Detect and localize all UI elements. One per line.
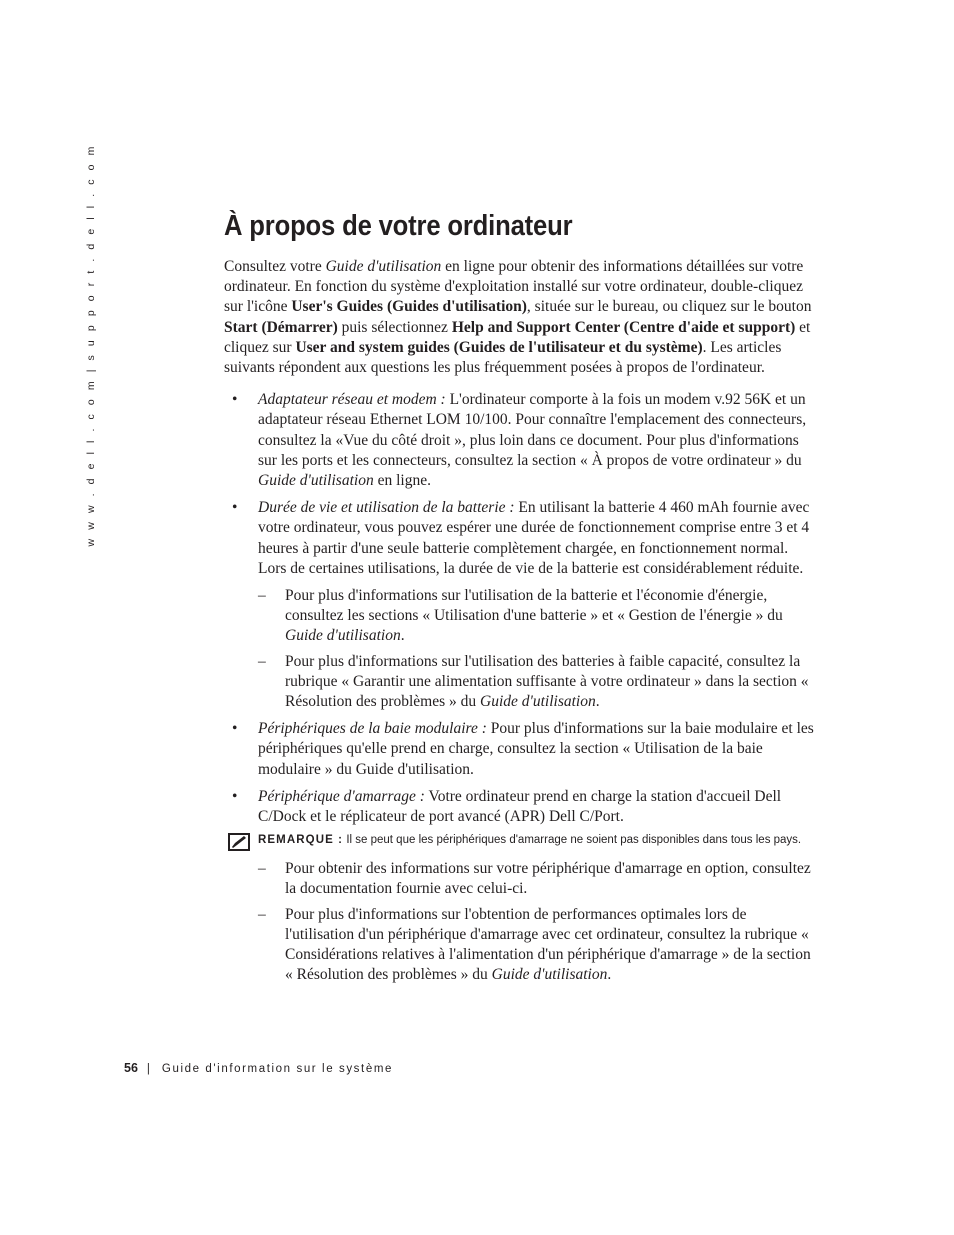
docking-sub-list	[224, 859, 814, 985]
bullet-list-2	[224, 719, 814, 827]
note-text: Il se peut que les périphériques d'amarrage ne soient pas disponibles dans tous les pays.	[343, 834, 802, 847]
dash-marker: –	[258, 587, 266, 605]
note-pencil-icon	[228, 833, 250, 851]
sub-low-capacity: – Pour plus d'informations sur l'utilisation des batteries à faible capacité, consultez la rubrique « Garantir une alimentation suffisante à votre ordinateur » dans la section « Résolution des problèmes » du Guide d'utilisation.	[258, 652, 809, 711]
footer-separator: |	[146, 1063, 150, 1075]
bullet-marker: •	[232, 499, 238, 517]
bullet-marker: •	[232, 787, 238, 805]
page-number: 56	[124, 1061, 138, 1075]
battery-sub-list	[224, 586, 814, 712]
page-body	[224, 257, 814, 986]
sub-battery-usage: – Pour plus d'informations sur l'utilisation de la batterie et l'économie d'énergie, consultez les sections « Utilisation d'une batterie » et « Gestion de l'énergie » du Guide d'utilisation.	[258, 587, 783, 645]
bullet-battery: • Durée de vie et utilisation de la batterie : En utilisant la batterie 4 460 mAh fournie avec votre ordinateur, vous pouvez espérer une durée de fonctionnement comprise entre 3 et 4 heures à partir d'une seule batterie complètement chargée, en fonctionnement normal. Lors de certaines utilisations, la durée de vie de la batterie est considérablement réduite.	[232, 499, 810, 577]
page-title: À propos de votre ordinateur	[224, 210, 573, 242]
note-label: REMARQUE :	[258, 834, 344, 847]
sub-docking-docs: – Pour obtenir des informations sur votre périphérique d'amarrage en option, consultez la documentation fournie avec celui-ci.	[258, 860, 811, 898]
bullet-marker: •	[232, 391, 238, 409]
bullet-network-modem: • Adaptateur réseau et modem : L'ordinateur comporte à la fois un modem v.92 56K et un adaptateur réseau Ethernet LOM 10/100. Pour connaître l'emplacement des connecteurs, consultez la «Vue du côté droit », plus loin dans ce document. Pour plus d'informations sur les ports et les connecteurs, consultez la section « À propos de votre ordinateur » du Guide d'utilisation en ligne.	[232, 391, 807, 490]
dash-marker: –	[258, 860, 266, 878]
note-callout	[224, 832, 814, 849]
sub-docking-performance: – Pour plus d'informations sur l'obtention de performances optimales lors de l'utilisation d'un périphérique d'amarrage avec cet ordinateur, consultez la rubrique « Considérations relatives à l'alimentation d'un périphérique d'amarrage » de la section « Résolution des problèmes » du Guide d'utilisation.	[258, 905, 811, 984]
page-footer	[124, 1061, 393, 1075]
bullet-modular-bay: • Périphériques de la baie modulaire : Pour plus d'informations sur la baie modulaire et les périphériques qu'elle prend en charge, consultez la section « Utilisation de la baie modulaire » du Guide d'utilisation.	[232, 720, 814, 778]
footer-title: Guide d'information sur le système	[161, 1063, 393, 1075]
bullet-list	[224, 390, 814, 579]
intro-paragraph: Consultez votre Guide d'utilisation en ligne pour obtenir des informations détaillées sur votre ordinateur. En fonction du système d'exploitation installé sur votre ordinateur, double-cliquez sur l'icône User's Guides (Guides d'utilisation), située sur le bureau, ou cliquez sur le bouton Start (Démarrer) puis sélectionnez Help and Support Center (Centre d'aide et support) et cliquez sur User and system guides (Guides de l'utilisateur et du système). Les articles suivants répondent aux questions les plus fréquemment posées à propos de l'ordinateur.	[224, 258, 812, 377]
dash-marker: –	[258, 905, 266, 923]
bullet-marker: •	[232, 720, 238, 738]
side-url-text: w w w . d e l l . c o m | s u p p o r t . d e l l . c o m	[85, 143, 97, 546]
bullet-docking: • Périphérique d'amarrage : Votre ordinateur prend en charge la station d'accueil Dell C/Dock et le réplicateur de port avancé (APR) Dell C/Port.	[232, 787, 782, 826]
dash-marker: –	[258, 652, 266, 670]
side-url-margin	[81, 143, 101, 546]
